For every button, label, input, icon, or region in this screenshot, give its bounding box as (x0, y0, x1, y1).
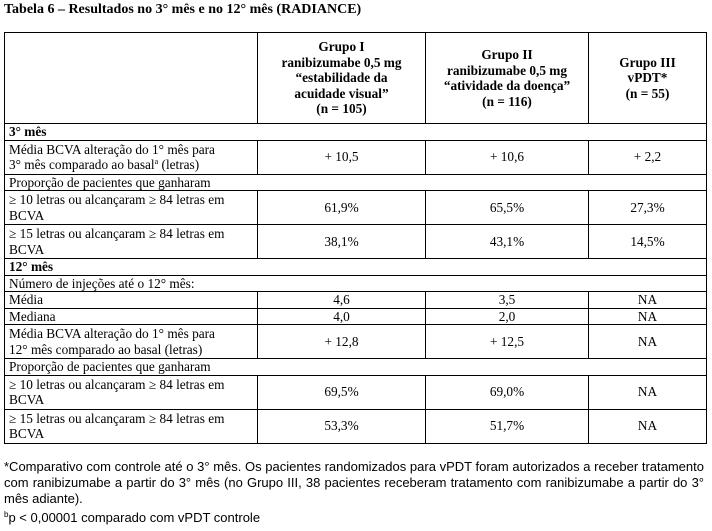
header-line: vPDT* (627, 70, 668, 86)
label-line: BCVA (9, 241, 45, 257)
row-label (5, 409, 258, 443)
header-line: Grupo I (318, 39, 365, 55)
cell-value: 3,5 (426, 292, 589, 309)
header-line: “estabilidade da (295, 70, 388, 86)
footnote-b-text: p < 0,00001 comparado com vPDT controle (8, 510, 261, 525)
header-line: (n = 55) (625, 85, 670, 101)
table-row (5, 375, 707, 409)
label-line: BCVA (9, 392, 45, 407)
label-line (9, 157, 253, 173)
cell-value: 69,0% (426, 375, 589, 409)
section-row-12-mes (5, 259, 707, 276)
header-empty-cell (5, 33, 258, 124)
table-row (5, 409, 707, 443)
header-grupo-i (258, 33, 426, 124)
header-line: (n = 105) (316, 101, 367, 117)
cell-value: 65,5% (426, 191, 589, 225)
subheader-label: Proporção de pacientes que ganharam (5, 174, 707, 191)
cell-value: 27,3% (589, 191, 707, 225)
cell-value: 4,0 (258, 308, 426, 325)
row-label: Média (5, 292, 258, 309)
subheader-label: Número de injeções até o 12° mês: (5, 275, 707, 292)
cell-value: 14,5% (589, 225, 707, 259)
label-line: BCVA (9, 426, 45, 441)
table-row (5, 325, 707, 359)
cell-value: + 10,5 (258, 140, 426, 174)
label-line: 12° mês comparado ao basal (letras) (9, 341, 203, 357)
cell-value: 61,9% (258, 191, 426, 225)
table-title: Tabela 6 – Resultados no 3° mês e no 12° mês (RADIANCE) (4, 2, 362, 17)
footnote-b (4, 510, 260, 525)
row-label (5, 225, 258, 259)
header-line: (n = 116) (482, 93, 532, 109)
table-row (5, 140, 707, 174)
cell-value: + 2,2 (589, 140, 707, 174)
cell-value: 53,3% (258, 409, 426, 443)
superscript-a: a (154, 157, 159, 166)
header-grupo-ii (426, 33, 589, 124)
subheader-label: Proporção de pacientes que ganharam (5, 359, 707, 376)
cell-value: 43,1% (426, 225, 589, 259)
row-label: Mediana (5, 308, 258, 325)
subheader-row (5, 359, 707, 376)
table-row (5, 225, 707, 259)
cell-value: 51,7% (426, 409, 589, 443)
label-text: 3° mês comparado ao basal (9, 157, 155, 172)
cell-value: + 10,6 (426, 140, 589, 174)
row-label (5, 140, 258, 174)
label-line: ≥ 10 letras ou alcançaram ≥ 84 letras em (9, 376, 225, 392)
cell-value: NA (589, 292, 707, 309)
label-line: ≥ 15 letras ou alcançaram ≥ 84 letras em (9, 410, 225, 426)
subheader-row (5, 174, 707, 191)
header-line: ranibizumabe 0,5 mg (281, 54, 402, 70)
cell-value: + 12,5 (426, 325, 589, 359)
label-line: Média BCVA alteração do 1° mês para (9, 141, 215, 157)
label-line: ≥ 10 letras ou alcançaram ≥ 84 letras em (9, 192, 225, 207)
row-label (5, 325, 258, 359)
cell-value: NA (589, 375, 707, 409)
cell-value: NA (589, 308, 707, 325)
table-row (5, 308, 707, 325)
header-line: acuidade visual” (294, 85, 389, 101)
superscript-b: b (4, 510, 9, 519)
header-line: “atividade da doença” (443, 78, 571, 93)
header-row (5, 33, 707, 124)
label-text: (letras) (158, 157, 200, 172)
row-label (5, 375, 258, 409)
table-row (5, 292, 707, 309)
footnote-asterisk: *Comparativo com controle até o 3° mês. Os pacientes randomizados para vPDT foram autorizados a receber tratamento com ranibizumabe a partir do 3° mês (no Grupo III, 38 pacientes receberam tratamento com ranibizumabe a partir do 3° mês adiante). (4, 459, 704, 506)
cell-value: + 12,8 (258, 325, 426, 359)
header-line: Grupo III (619, 54, 676, 70)
section-label: 12° mês (5, 259, 707, 276)
header-line: Grupo II (481, 47, 533, 62)
subheader-row (5, 275, 707, 292)
label-line: Média BCVA alteração do 1° mês para (9, 326, 215, 341)
header-grupo-iii (589, 33, 707, 124)
header-line: ranibizumabe 0,5 mg (446, 62, 568, 78)
section-label: 3° mês (5, 124, 707, 141)
row-label (5, 191, 258, 225)
section-row-3-mes (5, 124, 707, 141)
label-line: ≥ 15 letras ou alcançaram ≥ 84 letras em (9, 226, 225, 241)
cell-value: 69,5% (258, 375, 426, 409)
cell-value: 38,1% (258, 225, 426, 259)
cell-value: NA (589, 409, 707, 443)
results-table (4, 32, 707, 444)
label-line: BCVA (9, 207, 45, 223)
cell-value: 4,6 (258, 292, 426, 309)
cell-value: NA (589, 325, 707, 359)
cell-value: 2,0 (426, 308, 589, 325)
table-row (5, 191, 707, 225)
